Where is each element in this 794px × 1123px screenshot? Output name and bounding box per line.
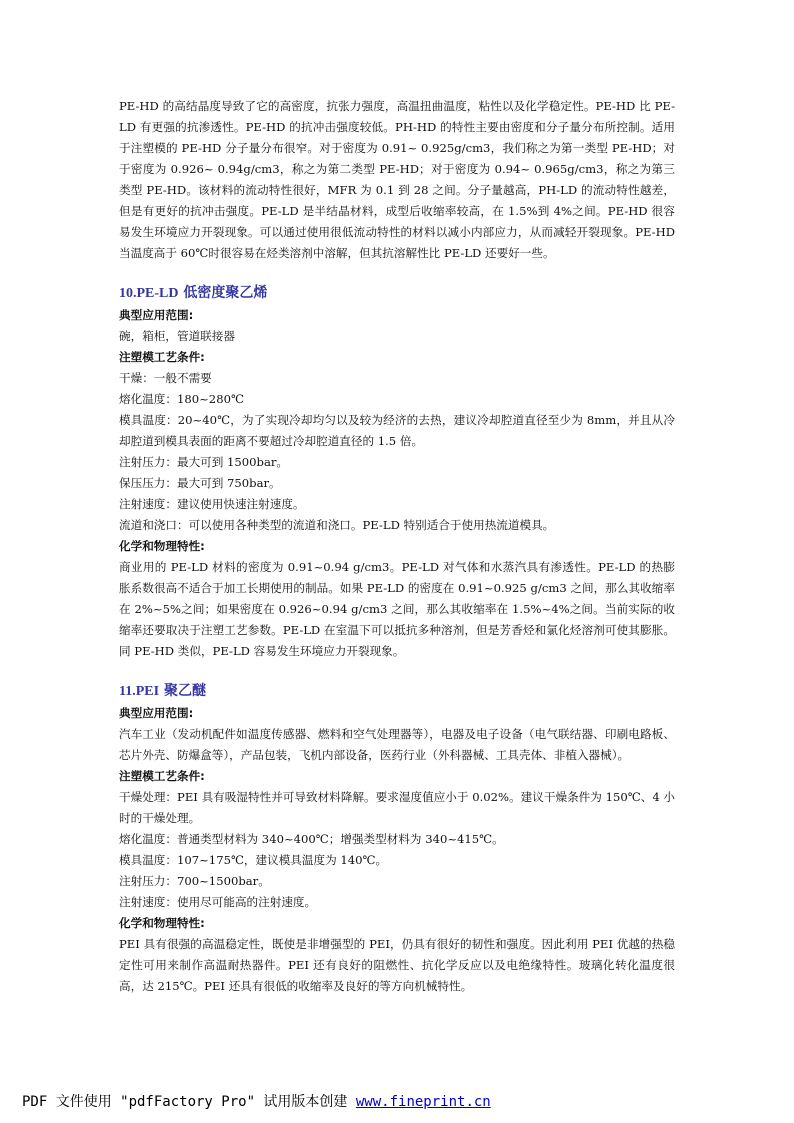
footer-link[interactable]: www.fineprint.cn xyxy=(355,1094,491,1110)
s10-melt-text: 熔化温度：180~280℃ xyxy=(119,392,244,406)
section-10-title: 低密度聚乙烯 xyxy=(183,285,268,301)
s11-process-label: 注塑模工艺条件: xyxy=(119,769,205,783)
s10-chem-label: 化学和物理特性: xyxy=(119,539,205,553)
s10-chem-text: 商业用的 PE-LD 材料的密度为 0.91~0.94 g/cm3。PE-LD 对气体和水蒸汽具有渗透性。PE-LD 的热膨胀系数很高不适合于加工长期使用的制品。如果 PE-LD 的密度在 0.91~0.925 g/cm3 之间，那么其收缩率在 2%~5%之间；如果密度在 0.926~0.94 g/cm3 之间，那么其收缩率在 1.5%~4%之间。当前实际的收缩率还要取决于注塑工艺参数。PE-LD 在室温下可以抵抗多种溶剂，但是芳香烃和氯化烃溶剂可使其膨胀。同 PE-HD 类似，PE-LD 容易发生环境应力开裂现象。 xyxy=(119,560,675,658)
s10-process-label: 注塑模工艺条件: xyxy=(119,350,205,364)
footer-text: PDF 文件使用 "pdfFactory Pro" 试用版本创建 xyxy=(22,1094,356,1110)
s10-inj-pressure-text: 注射压力：最大可到 1500bar。 xyxy=(119,455,289,469)
s11-mold-text: 模具温度：107~175℃，建议模具温度为 140℃。 xyxy=(119,853,388,867)
section-10-number: 10.PE-LD xyxy=(119,286,179,301)
s11-melt-text: 熔化温度：普通类型材料为 340~400℃；增强类型材料为 340~415℃。 xyxy=(119,832,504,846)
intro-paragraph: PE-HD 的高结晶度导致了它的高密度，抗张力强度，高温扭曲温度，粘性以及化学稳定性。PE-HD 比 PE-LD 有更强的抗渗透性。PE-HD 的抗冲击强度较低。PH-HD 的特性主要由密度和分子量分布所控制。适用于注塑模的 PE-HD 分子量分布很窄。对于密度为 0.91~ 0.925g/cm3，我们称之为第一类型 PE-HD；对于密度为 0.926~ 0.94g/cm3，称之为第二类型 PE-HD；对于密度为 0.94~ 0.965g/cm3，称之为第三类型 PE-HD。该材料的流动特性很好，MFR 为 0.1 到 28 之间。分子量越高，PH-LD 的流动特性越差，但是有更好的抗冲击强度。PE-LD 是半结晶材料，成型后收缩率较高，在 1.5%到 4%之间。PE-HD 很容易发生环境应力开裂现象。可以通过使用很低流动特性的材料以减小内部应力，从而减轻开裂现象。PE-HD 当温度高于 60℃时很容易在烃类溶剂中溶解，但其抗溶解性比 PE-LD 还要好一些。 xyxy=(119,99,675,260)
s11-chem-text: PEI 具有很强的高温稳定性，既使是非增强型的 PEI，仍具有很好的韧性和强度。因此利用 PEI 优越的热稳定性可用来制作高温耐热器件。PEI 还有良好的阻燃性、抗化学反应以及电绝缘特性。玻璃化转化温度很高，达 215℃。PEI 还具有很低的收缩率及良好的等方向机械特性。 xyxy=(119,937,675,993)
s10-runner-text: 流道和浇口：可以使用各种类型的流道和浇口。PE-LD 特别适合于使用热流道模具。 xyxy=(119,518,555,532)
s11-app-label: 典型应用范围: xyxy=(119,706,194,720)
s11-chem-label: 化学和物理特性: xyxy=(119,916,205,930)
s10-mold-text: 模具温度：20~40℃，为了实现冷却均匀以及较为经济的去热，建议冷却腔道直径至少为 8mm，并且从冷却腔道到模具表面的距离不要超过冷却腔道直径的 1.5 倍。 xyxy=(119,413,675,448)
s11-app-text: 汽车工业（发动机配件如温度传感器、燃料和空气处理器等），电器及电子设备（电气联结器、印刷电路板、芯片外壳、防爆盒等），产品包装，飞机内部设备，医药行业（外科器械、工具壳体、非植入器械）。 xyxy=(119,727,675,762)
s10-dry-text: 干燥：一般不需要 xyxy=(119,371,212,385)
s11-inj-pressure-text: 注射压力：700~1500bar。 xyxy=(119,874,270,888)
s10-hold-pressure-text: 保压压力：最大可到 750bar。 xyxy=(119,476,281,490)
s10-app-label: 典型应用范围: xyxy=(119,308,194,322)
section-11-title: 聚乙醚 xyxy=(163,683,206,699)
section-11-number: 11.PEI xyxy=(119,684,160,699)
s10-inj-speed-text: 注射速度：建议使用快速注射速度。 xyxy=(119,497,305,511)
pdf-footer xyxy=(22,1092,491,1112)
section-11-heading xyxy=(119,680,675,703)
s11-inj-speed-text: 注射速度：使用尽可能高的注射速度。 xyxy=(119,895,317,909)
document-body xyxy=(119,96,675,997)
s11-dry-text: 干燥处理：PEI 具有吸湿特性并可导致材料降解。要求湿度值应小于 0.02%。建议干燥条件为 150℃、4 小时的干燥处理。 xyxy=(119,790,675,825)
section-10-heading xyxy=(119,282,675,305)
s10-app-text: 碗，箱柜，管道联接器 xyxy=(119,329,235,343)
